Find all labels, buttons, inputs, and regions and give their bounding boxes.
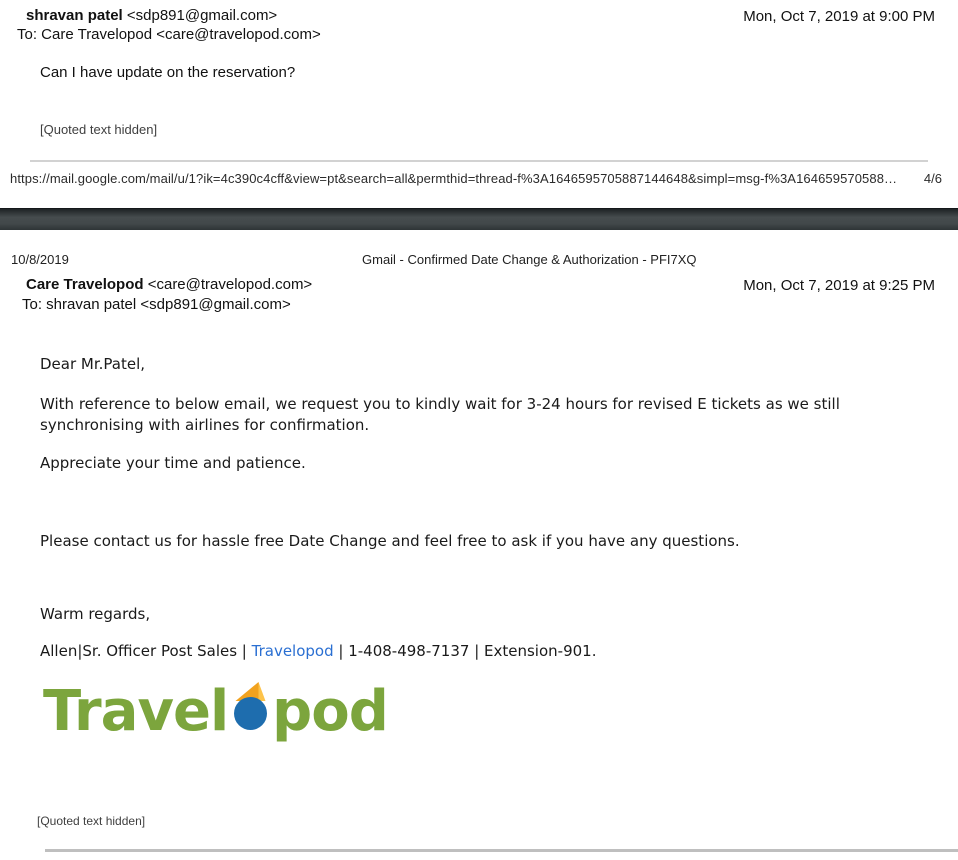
email2-sender-address: <care@travelopod.com> bbox=[143, 276, 313, 293]
email2-date: Mon, Oct 7, 2019 at 9:25 PM bbox=[743, 277, 935, 294]
logo-text-after: pod bbox=[272, 679, 388, 744]
email1-sender-name: shravan patel bbox=[26, 7, 123, 24]
travelopod-logo bbox=[43, 679, 388, 744]
page1-footer-divider bbox=[30, 160, 928, 162]
email2-paragraph-1: With reference to below email, we request you to kindly wait for 3-24 hours for revised E tickets as we still synchronising with airlines for confirmation. bbox=[40, 395, 840, 434]
page2-header-date: 10/8/2019 bbox=[11, 252, 69, 267]
signature-prefix: Allen|Sr. Officer Post Sales | bbox=[40, 642, 252, 660]
signature-suffix: | 1-408-498-7137 | Extension-901. bbox=[333, 642, 597, 660]
page2-header-title: Gmail - Confirmed Date Change & Authorization - PFI7XQ bbox=[362, 252, 697, 267]
page1-footer-url: https://mail.google.com/mail/u/1?ik=4c390c4cff&view=pt&search=all&permthid=thread-f%3A1646595705887144648&simpl=msg-f%3A164659570588… bbox=[10, 171, 898, 186]
signature-travelopod-link[interactable]: Travelopod bbox=[251, 642, 334, 660]
email2-paragraph-3: Please contact us for hassle free Date Change and feel free to ask if you have any questions. bbox=[40, 532, 740, 550]
email2-to-line: To: shravan patel <sdp891@gmail.com> bbox=[22, 296, 291, 313]
page1-footer bbox=[10, 171, 942, 186]
email2-sender-name: Care Travelopod bbox=[26, 276, 144, 293]
email2-signature-line bbox=[40, 642, 596, 660]
page2-bottom-divider bbox=[45, 849, 958, 852]
email1-date: Mon, Oct 7, 2019 at 9:00 PM bbox=[743, 8, 935, 25]
page1-page-number: 4/6 bbox=[923, 171, 942, 186]
logo-text-before: Travel bbox=[43, 679, 229, 744]
email1-quoted-text-notice: [Quoted text hidden] bbox=[40, 122, 158, 137]
email1-sender-address: <sdp891@gmail.com> bbox=[122, 7, 278, 24]
email1-to-line: To: Care Travelopod <care@travelopod.com> bbox=[17, 26, 321, 43]
email2-paragraph-2: Appreciate your time and patience. bbox=[40, 454, 306, 472]
email2-quoted-text-notice: [Quoted text hidden] bbox=[37, 814, 146, 828]
page-break-bar bbox=[0, 208, 958, 230]
email2-closing: Warm regards, bbox=[40, 605, 151, 623]
logo-boat-o-icon bbox=[232, 682, 269, 730]
email2-salutation: Dear Mr.Patel, bbox=[40, 355, 146, 373]
email2-sender-line bbox=[26, 276, 312, 294]
email1-sender-line bbox=[26, 7, 277, 25]
email1-body-text: Can I have update on the reservation? bbox=[40, 64, 296, 81]
